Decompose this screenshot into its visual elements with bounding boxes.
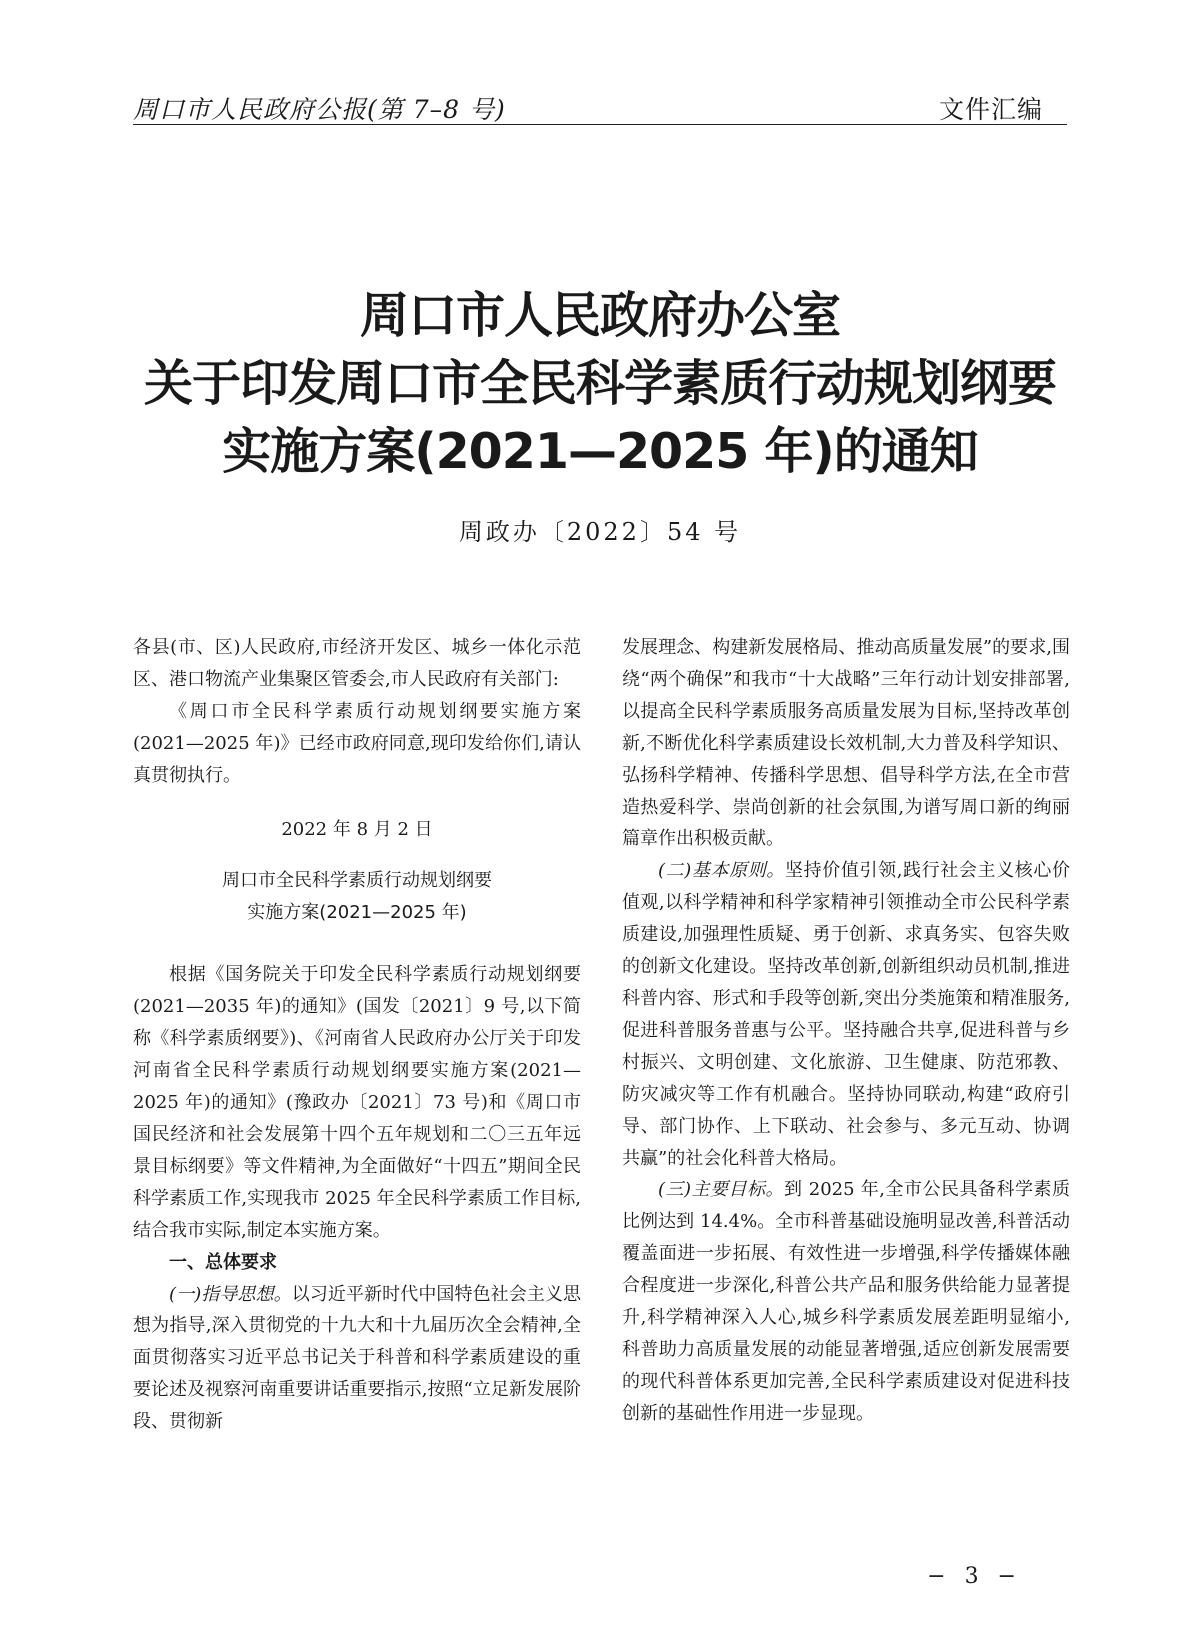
- issue-date: 2022 年 8 月 2 日: [281, 818, 433, 840]
- paragraph-text: 以习近平新时代中国特色社会主义思想为指导,深入贯彻党的十九大和十九届历次全会精神,全面贯彻落实习近平总书记关于科普和科学素质建设的重要论述及视察河南重要讲话重要指示,按照“立足新发展阶段、贯彻新: [133, 1283, 582, 1433]
- intro-paragraph: 根据《国务院关于印发全民科学素质行动规划纲要(2021—2035 年)的通知》(国发〔2021〕9 号,以下简称《科学素质纲要》)、《河南省人民政府办公厅关于印发河南省全民科学素质行动规划纲要实施方案(2021—2025 年)的通知》(豫政办〔2021〕73 号)和《周口市国民经济和社会发展第十四个五年规划和二〇三五年远景目标纲要》等文件精神,为全面做好“十四五”期间全民科学素质工作,实现我市 2025 年全民科学素质工作目标,结合我市实际,制定本实施方案。: [133, 964, 581, 1241]
- title-line-3: 实施方案(2021—2025 年)的通知: [222, 423, 978, 480]
- paragraph-main-goals: [622, 1174, 1070, 1429]
- document-title: [60, 282, 1140, 486]
- journal-title: 周口市人民政府公报(第 7–8 号): [133, 95, 506, 124]
- title-line-2: 关于印发周口市全民科学素质行动规划纲要: [143, 355, 1056, 412]
- paragraph-lead: (一)指导思想。: [169, 1283, 292, 1305]
- paragraph-lead: (三)主要目标。: [658, 1179, 785, 1201]
- paragraph-basic-principles: [622, 855, 1070, 1174]
- right-column: [622, 632, 1070, 1430]
- paragraph-guiding-thought: [133, 1279, 581, 1439]
- subtitle-line-2: 实施方案(2021—2025 年): [247, 902, 467, 924]
- left-column: [133, 632, 581, 1438]
- addressee: 各县(市、区)人民政府,市经济开发区、城乡一体化示范区、港口物流产业集聚区管委会,市人民政府有关部门:: [133, 637, 581, 690]
- notice-paragraph: 《周口市全民科学素质行动规划纲要实施方案(2021—2025 年)》已经市政府同意,现印发给你们,请认真贯彻执行。: [133, 700, 581, 786]
- paragraph-continuation: 发展理念、构建新发展格局、推动高质量发展”的要求,围绕“两个确保”和我市“十大战略”三年行动计划安排部署,以提高全民科学素质服务高质量发展为目标,坚持改革创新,不断优化科学素质建设长效机制,大力普及科学知识、弘扬科学精神、传播科学思想、倡导科学方法,在全市营造热爱科学、崇尚创新的社会氛围,为谱写周口新的绚丽篇章作出积极贡献。: [622, 637, 1070, 850]
- document-number: 周政办〔2022〕54 号: [458, 518, 742, 546]
- plan-subtitle: [133, 865, 581, 929]
- paragraph-text: 坚持价值引领,践行社会主义核心价值观,以科学精神和科学家精神引领推动全市公民科学素质建设,加强理性质疑、勇于创新、求真务实、包容失败的创新文化建设。坚持改革创新,创新组织动员机制,推进科普内容、形式和手段等创新,突出分类施策和精准服务,促进科普服务普惠与公平。坚持融合共享,促进科普与乡村振兴、文明创建、文化旅游、卫生健康、防范邪教、防灾减灾等工作有机融合。坚持协同联动,构建“政府引导、部门协作、上下联动、社会参与、多元互动、协调共赢”的社会化科普大格局。: [622, 860, 1070, 1169]
- paragraph-text: 到 2025 年,全市公民具备科学素质比例达到 14.4%。全市科普基础设施明显改善,科普活动覆盖面进一步拓展、有效性进一步增强,科学传播媒体融合程度进一步深化,科普公共产品和服务供给能力显著提升,科学精神深入人心,城乡科学素质发展差距明显缩小,科普助力高质量发展的动能显著增强,适应创新发展需要的现代科普体系更加完善,全民科学素质建设对促进科技创新的基础性作用进一步显现。: [622, 1179, 1070, 1424]
- title-line-1: 周口市人民政府办公室: [359, 287, 840, 344]
- paragraph-lead: (二)基本原则。: [658, 860, 785, 882]
- subtitle-line-1: 周口市全民科学素质行动规划纲要: [222, 870, 492, 892]
- running-header: [133, 88, 1067, 125]
- page-number: − 3 −: [927, 1564, 1022, 1589]
- section-heading-1: 一、总体要求: [169, 1251, 277, 1273]
- section-label: 文件汇编: [938, 95, 1043, 124]
